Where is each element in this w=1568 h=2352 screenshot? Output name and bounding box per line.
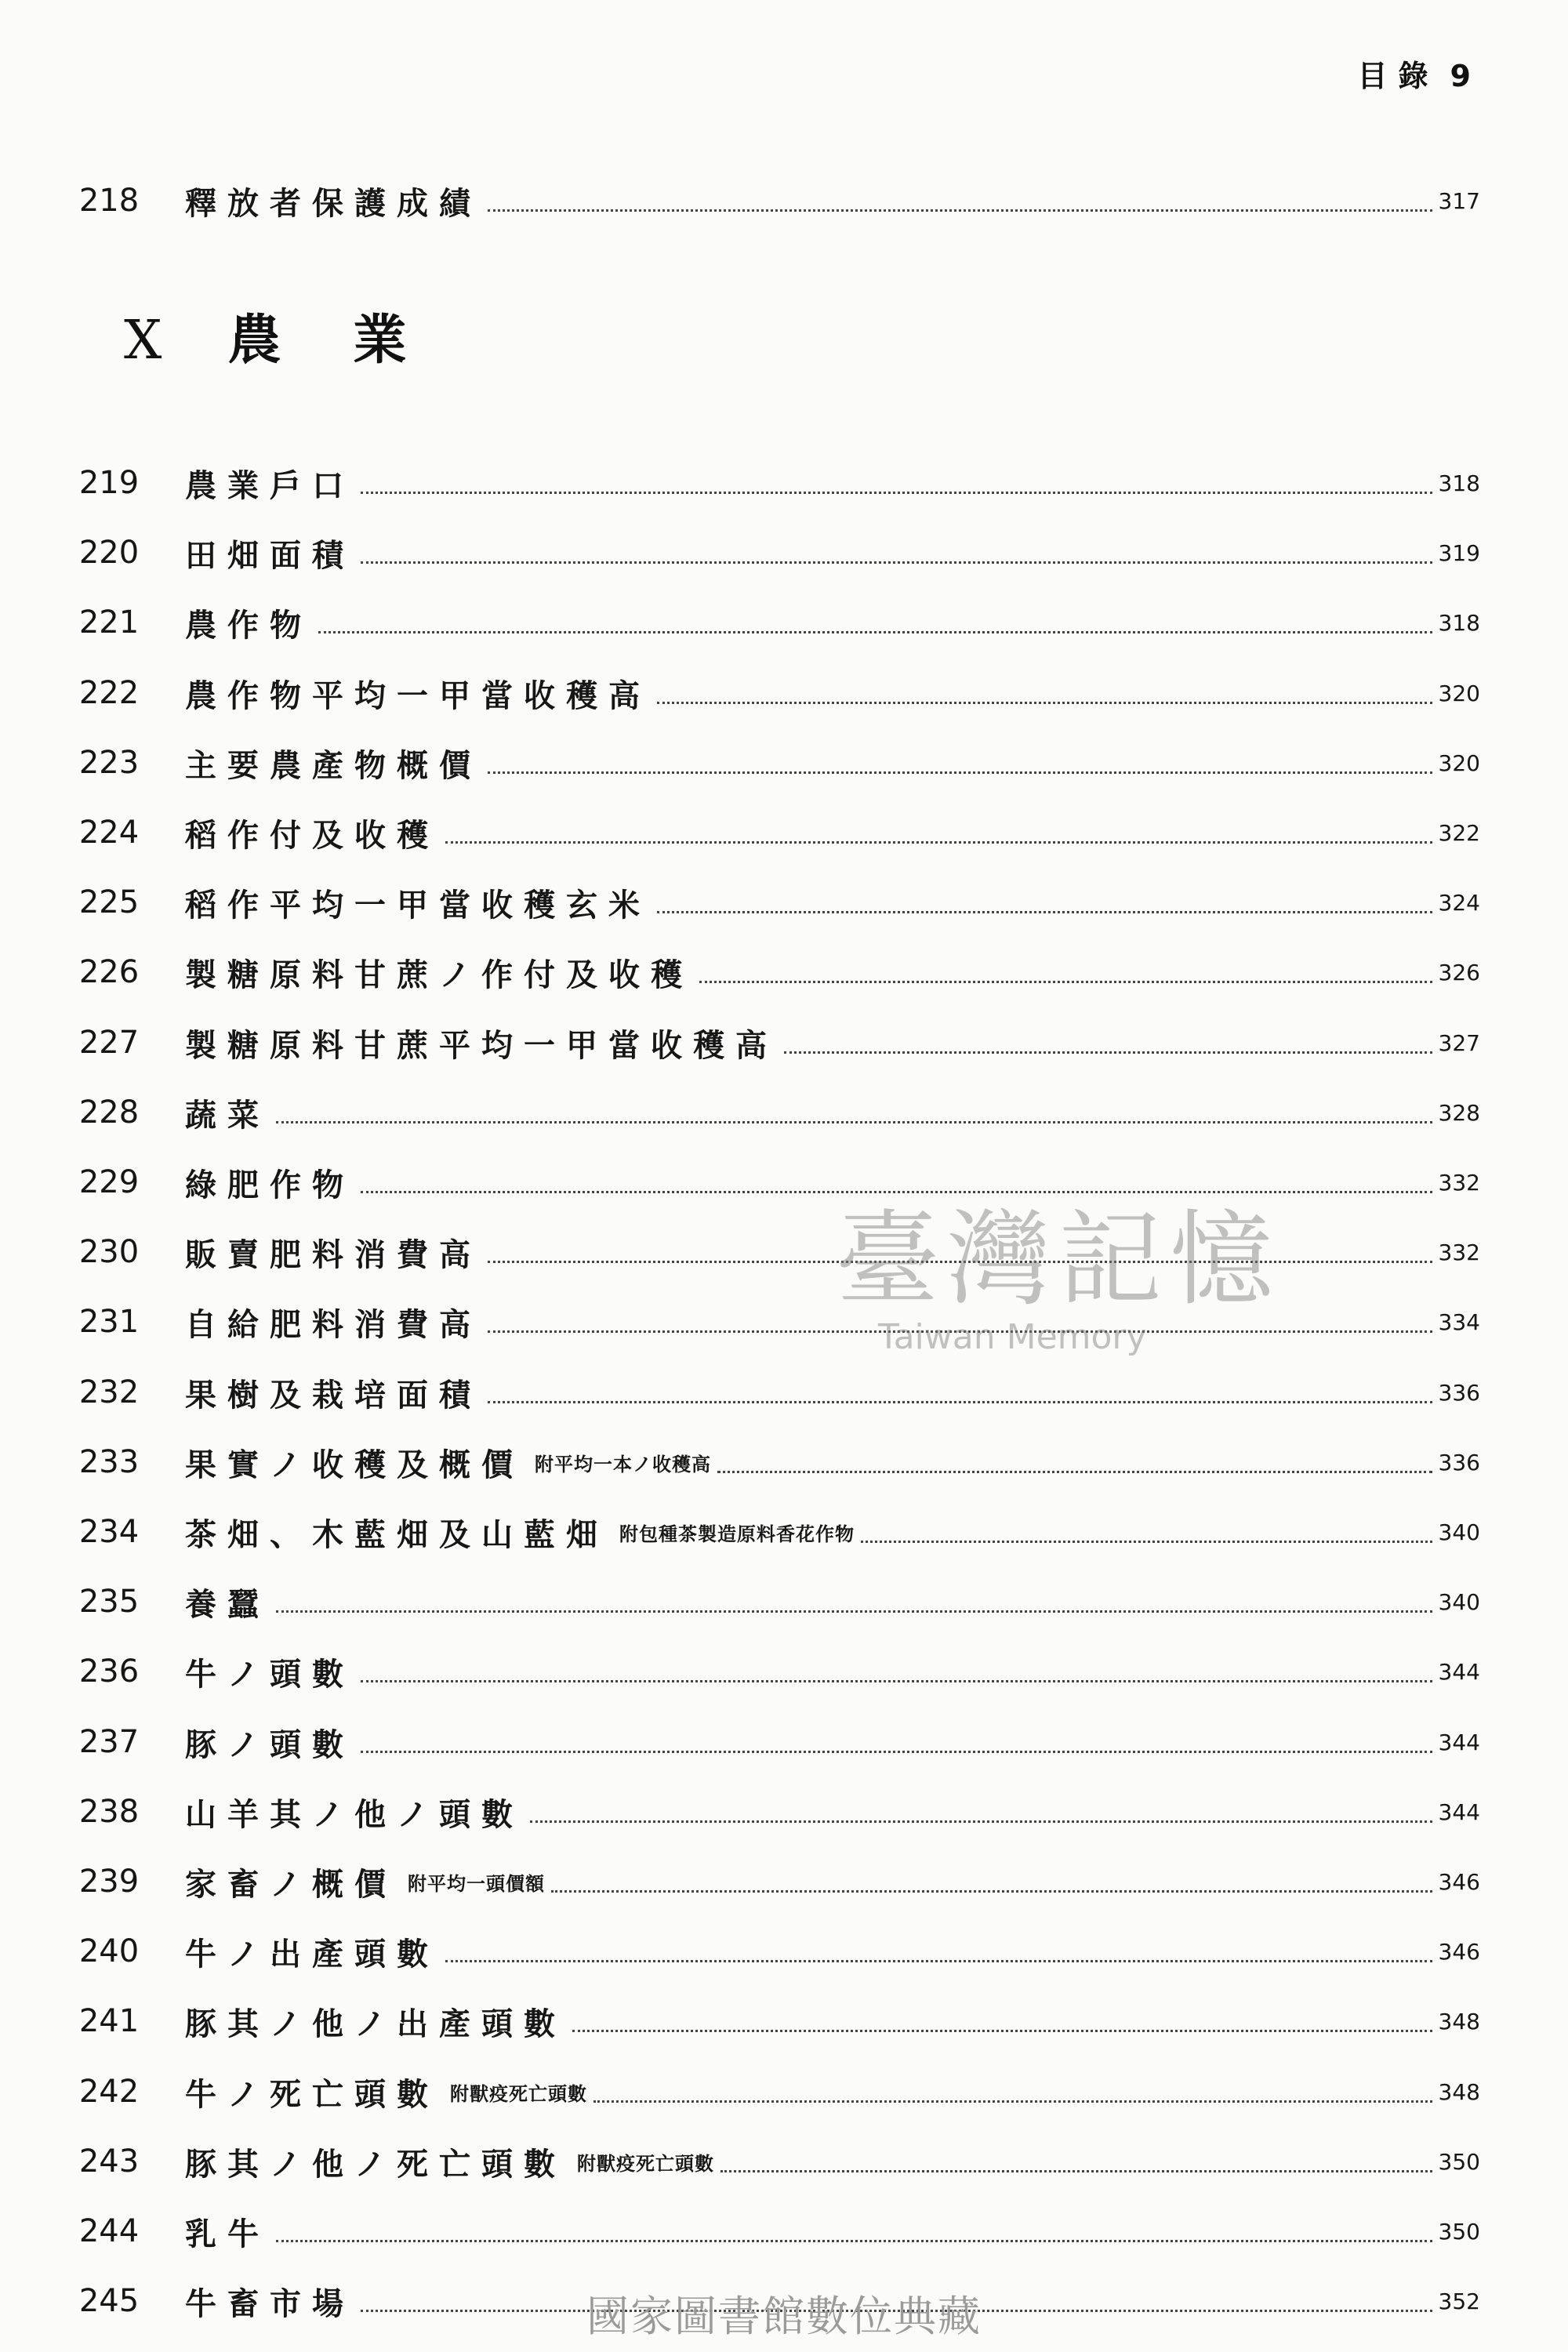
leader-dots — [276, 2240, 1432, 2242]
entry-number: 227 — [78, 1025, 140, 1061]
leader-dots — [445, 1960, 1432, 1962]
entry-number: 238 — [78, 1794, 140, 1830]
entry-title: 稻作付及收穫 — [185, 817, 439, 854]
toc-entry — [0, 529, 1568, 576]
section-heading — [124, 298, 478, 374]
entry-page: 352 — [1438, 2288, 1480, 2314]
entry-page: 318 — [1438, 470, 1480, 496]
entry-number: 219 — [78, 465, 140, 501]
entry-page: 320 — [1438, 750, 1480, 776]
entry-page: 332 — [1438, 1239, 1480, 1265]
entry-page: 332 — [1438, 1169, 1480, 1196]
entry-title: 農業戶口 — [185, 467, 354, 504]
toc-entry — [0, 177, 1568, 224]
leader-dots — [717, 1471, 1432, 1473]
header-page-number: 9 — [1450, 59, 1482, 93]
entry-title: 牛ノ出產頭數 — [185, 1936, 439, 1973]
entry-title: 稻作平均一甲當收穫玄米 — [185, 887, 651, 924]
leader-dots — [488, 209, 1432, 212]
entry-title: 茶畑、木藍畑及山藍畑 — [185, 1516, 608, 1553]
entry-title: 牛ノ死亡頭數 — [185, 2076, 439, 2113]
leader-dots — [530, 1820, 1432, 1823]
toc-entry — [0, 809, 1568, 856]
entry-title: 牛ノ頭數 — [185, 1656, 354, 1693]
toc-entry — [0, 1928, 1568, 1975]
page-header — [1347, 52, 1482, 95]
leader-dots — [361, 561, 1432, 564]
leader-dots — [361, 1751, 1432, 1753]
entry-number: 235 — [78, 1584, 140, 1620]
entry-number: 229 — [78, 1164, 140, 1200]
toc-entry — [0, 2068, 1568, 2115]
entry-page: 348 — [1438, 2008, 1480, 2034]
entry-number: 224 — [78, 815, 140, 851]
entry-title: 自給肥料消費高 — [185, 1306, 481, 1343]
entry-subtitle: 附獸疫死亡頭數 — [450, 2082, 587, 2105]
entry-page: 318 — [1438, 609, 1480, 636]
leader-dots — [361, 492, 1432, 494]
leader-dots — [861, 1541, 1432, 1543]
entry-title: 豚其ノ他ノ死亡頭數 — [185, 2146, 566, 2183]
leader-dots — [488, 771, 1432, 774]
entry-page: 344 — [1438, 1798, 1480, 1825]
entry-title: 農作物 — [185, 607, 312, 644]
entry-subtitle: 附平均一本ノ收穫高 — [535, 1453, 711, 1475]
entry-title: 蔬菜 — [185, 1097, 270, 1134]
toc-entry — [0, 739, 1568, 786]
section-title: 農業 — [227, 310, 479, 372]
entry-number: 233 — [78, 1444, 140, 1480]
entry-number: 230 — [78, 1234, 140, 1270]
entry-page: 334 — [1438, 1308, 1480, 1335]
entry-number: 234 — [78, 1514, 140, 1550]
entry-number: 243 — [78, 2143, 140, 2180]
entry-title: 釋放者保護成績 — [185, 185, 481, 222]
toc-entry — [0, 1369, 1568, 1416]
leader-dots — [445, 841, 1432, 844]
entry-title: 豚其ノ他ノ出產頭數 — [185, 2005, 566, 2042]
entry-page: 327 — [1438, 1029, 1480, 1056]
toc-entry — [0, 949, 1568, 996]
toc-entry — [0, 1439, 1568, 1486]
entry-number: 220 — [78, 535, 140, 571]
toc-entry — [0, 670, 1568, 717]
entry-number: 225 — [78, 884, 140, 920]
leader-dots — [276, 1610, 1432, 1613]
entry-subtitle: 附包種茶製造原料香花作物 — [619, 1523, 855, 1545]
toc-entry — [0, 879, 1568, 926]
entry-page: 340 — [1438, 1588, 1480, 1615]
entry-title: 田畑面積 — [185, 537, 354, 574]
leader-dots — [699, 981, 1432, 983]
entry-page: 340 — [1438, 1519, 1480, 1545]
toc-entry — [0, 1508, 1568, 1555]
leader-dots — [551, 1890, 1432, 1893]
entry-subtitle: 附平均一頭價額 — [408, 1872, 545, 1895]
entry-number: 244 — [78, 2213, 140, 2249]
toc-entry — [0, 2208, 1568, 2255]
toc-entry — [0, 1998, 1568, 2045]
leader-dots — [488, 1401, 1432, 1403]
entry-number: 245 — [78, 2283, 140, 2319]
toc-entry — [0, 2138, 1568, 2185]
leader-dots — [572, 2030, 1432, 2032]
entry-title: 主要農產物概價 — [185, 747, 481, 784]
entry-page: 348 — [1438, 2078, 1480, 2105]
toc-entry — [0, 1858, 1568, 1905]
entry-title: 家畜ノ概價 — [185, 1866, 397, 1903]
watermark-logo — [784, 1176, 1333, 1357]
entry-page: 320 — [1438, 680, 1480, 706]
toc-entry — [0, 1089, 1568, 1136]
entry-number: 242 — [78, 2074, 140, 2110]
entry-page: 328 — [1438, 1099, 1480, 1126]
entry-page: 350 — [1438, 2148, 1480, 2175]
watermark-text: 臺灣記憶 — [836, 1200, 1281, 1320]
entry-page: 322 — [1438, 819, 1480, 846]
entry-number: 221 — [78, 604, 140, 641]
entry-page: 346 — [1438, 1868, 1480, 1895]
leader-dots — [318, 631, 1432, 633]
header-label: 目錄 — [1357, 59, 1439, 93]
entry-page: 317 — [1438, 187, 1480, 214]
entry-title: 農作物平均一甲當收穫高 — [185, 677, 651, 714]
entry-subtitle: 附獸疫死亡頭數 — [577, 2152, 714, 2175]
entry-number: 240 — [78, 1933, 140, 1969]
watermark-subtext: Taiwan Memory — [878, 1317, 1147, 1357]
toc-entry — [0, 599, 1568, 646]
entry-page: 336 — [1438, 1449, 1480, 1475]
entry-title: 果樹及栽培面積 — [185, 1377, 481, 1414]
entry-title: 販賣肥料消費高 — [185, 1236, 481, 1273]
entry-page: 319 — [1438, 539, 1480, 566]
section-numeral: X — [124, 310, 162, 372]
footer-credit: 國家圖書館數位典藏 — [586, 2292, 982, 2341]
entry-title: 養蠶 — [185, 1586, 270, 1623]
entry-number: 223 — [78, 745, 140, 781]
leader-dots — [361, 1680, 1432, 1682]
leader-dots — [720, 2170, 1432, 2172]
leader-dots — [276, 1121, 1432, 1123]
entry-page: 344 — [1438, 1729, 1480, 1755]
toc-entry — [0, 459, 1568, 506]
entry-number: 236 — [78, 1653, 140, 1690]
entry-number: 239 — [78, 1864, 140, 1900]
entry-number: 228 — [78, 1094, 140, 1131]
leader-dots — [784, 1051, 1432, 1054]
entry-page: 324 — [1438, 889, 1480, 916]
leader-dots — [593, 2100, 1432, 2103]
toc-entry — [0, 1019, 1568, 1066]
entry-number: 222 — [78, 675, 140, 711]
entry-title: 製糖原料甘蔗平均一甲當收穫高 — [185, 1027, 778, 1064]
entry-number: 218 — [78, 183, 140, 219]
toc-entry — [0, 1578, 1568, 1625]
entry-page: 344 — [1438, 1658, 1480, 1685]
entry-title: 製糖原料甘蔗ノ作付及收穫 — [185, 956, 693, 993]
entry-title: 果實ノ收穫及概價 — [185, 1446, 524, 1483]
entry-page: 350 — [1438, 2218, 1480, 2245]
entry-title: 牛畜市場 — [185, 2285, 354, 2322]
toc-entry — [0, 1719, 1568, 1766]
leader-dots — [657, 702, 1432, 704]
entry-page: 346 — [1438, 1938, 1480, 1965]
entry-title: 乳牛 — [185, 2216, 270, 2252]
leader-dots — [657, 911, 1432, 913]
entry-number: 226 — [78, 954, 140, 990]
entry-number: 232 — [78, 1374, 140, 1410]
entry-title: 山羊其ノ他ノ頭數 — [185, 1796, 524, 1833]
entry-page: 336 — [1438, 1379, 1480, 1406]
entry-title: 綠肥作物 — [185, 1167, 354, 1203]
entry-page: 326 — [1438, 959, 1480, 985]
entry-title: 豚ノ頭數 — [185, 1726, 354, 1763]
entry-number: 241 — [78, 2003, 140, 2039]
toc-entry — [0, 1648, 1568, 1695]
entry-number: 237 — [78, 1724, 140, 1760]
toc-entry — [0, 1788, 1568, 1835]
entry-number: 231 — [78, 1304, 140, 1340]
